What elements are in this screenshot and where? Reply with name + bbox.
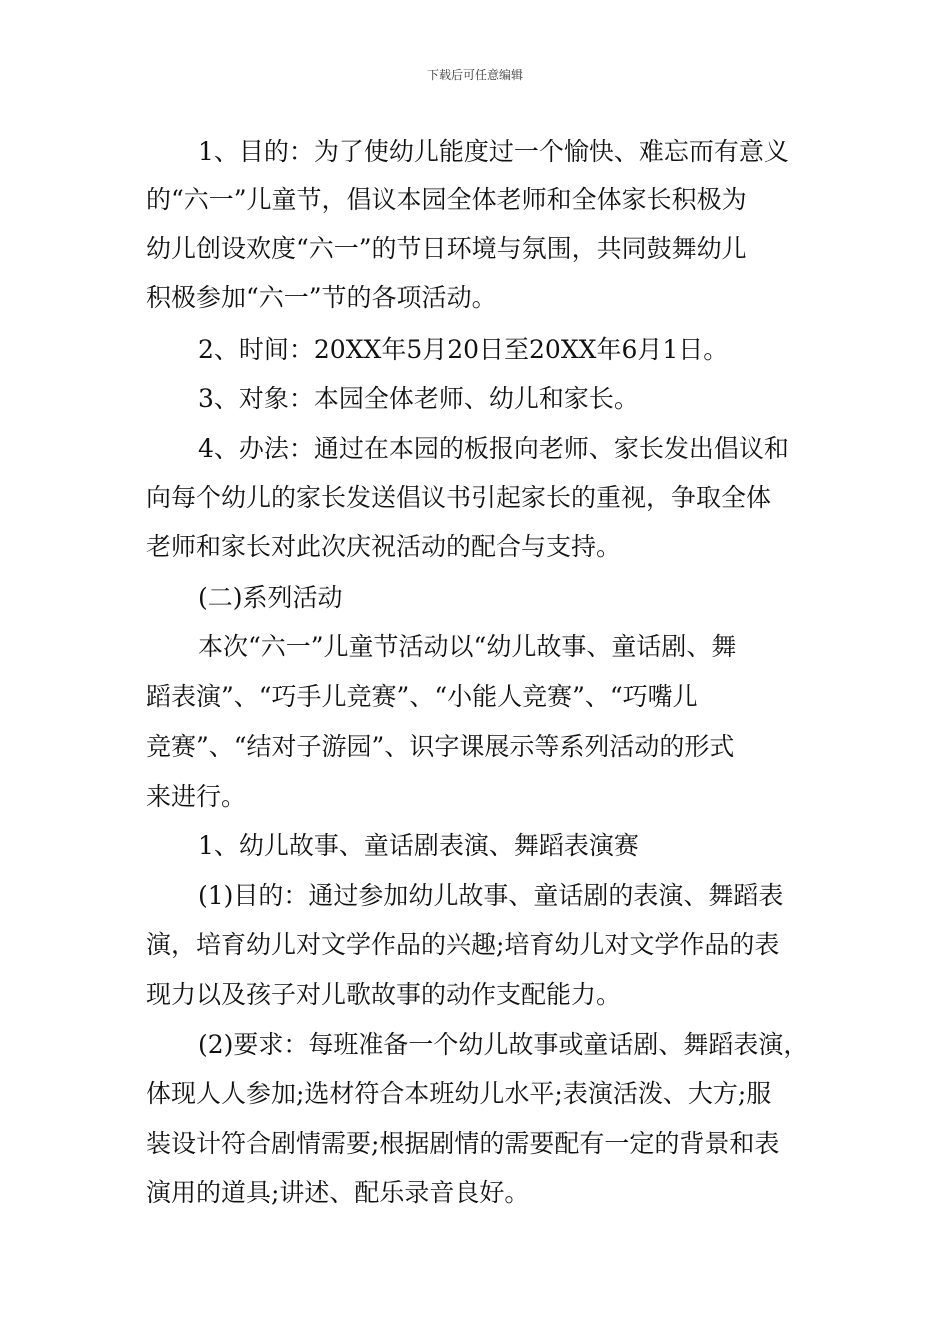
text-line: 老师和家长对此次庆祝活动的配合与支持。: [146, 532, 622, 561]
text-line: (1)目的：通过参加幼儿故事、童话剧的表演、舞蹈表: [198, 881, 784, 910]
text-line: 幼儿创设欢度“六一”的节日环境与氛围，共同鼓舞幼儿: [146, 234, 747, 263]
text-line: 4、办法：通过在本园的板报向老师、家长发出倡议和: [198, 434, 789, 463]
text-line: 向每个幼儿的家长发送倡议书引起家长的重视，争取全体: [146, 483, 772, 512]
text-line: 3、对象：本园全体老师、幼儿和家长。: [198, 384, 639, 413]
text-line: (2)要求：每班准备一个幼儿故事或童话剧、舞蹈表演，: [198, 1030, 809, 1059]
text-line: 来进行。: [146, 782, 247, 811]
text-line: 演，培育幼儿对文学作品的兴趣;培育幼儿对文学作品的表: [146, 930, 780, 959]
text-line: 2、时间：20XX年5月20日至20XX年6月1日。: [198, 335, 729, 364]
text-line: 本次“六一”儿童节活动以“幼儿故事、童话剧、舞: [198, 632, 737, 661]
text-line: 装设计符合剧情需要;根据剧情的需要配有一定的背景和表: [146, 1129, 780, 1158]
text-line: 蹈表演”、“巧手儿竞赛”、“小能人竞赛”、“巧嘴儿: [146, 682, 698, 711]
section-heading: (二)系列活动: [198, 583, 343, 612]
text-line: 的“六一”儿童节，倡议本园全体老师和全体家长积极为: [146, 185, 747, 214]
text-line: 现力以及孩子对儿歌故事的动作支配能力。: [146, 980, 622, 1009]
text-line: 演用的道具;讲述、配乐录音良好。: [146, 1178, 530, 1207]
text-line: 竞赛”、“结对子游园”、识字课展示等系列活动的形式: [146, 732, 735, 761]
text-line: 1、幼儿故事、童话剧表演、舞蹈表演赛: [198, 831, 639, 860]
text-line: 1、目的：为了使幼儿能度过一个愉快、难忘而有意义: [198, 137, 789, 166]
page-header: 下载后可任意编辑: [426, 68, 523, 82]
text-line: 体现人人参加;选材符合本班幼儿水平;表演活泼、大方;服: [146, 1079, 772, 1108]
text-line: 积极参加“六一”节的各项活动。: [146, 283, 497, 312]
